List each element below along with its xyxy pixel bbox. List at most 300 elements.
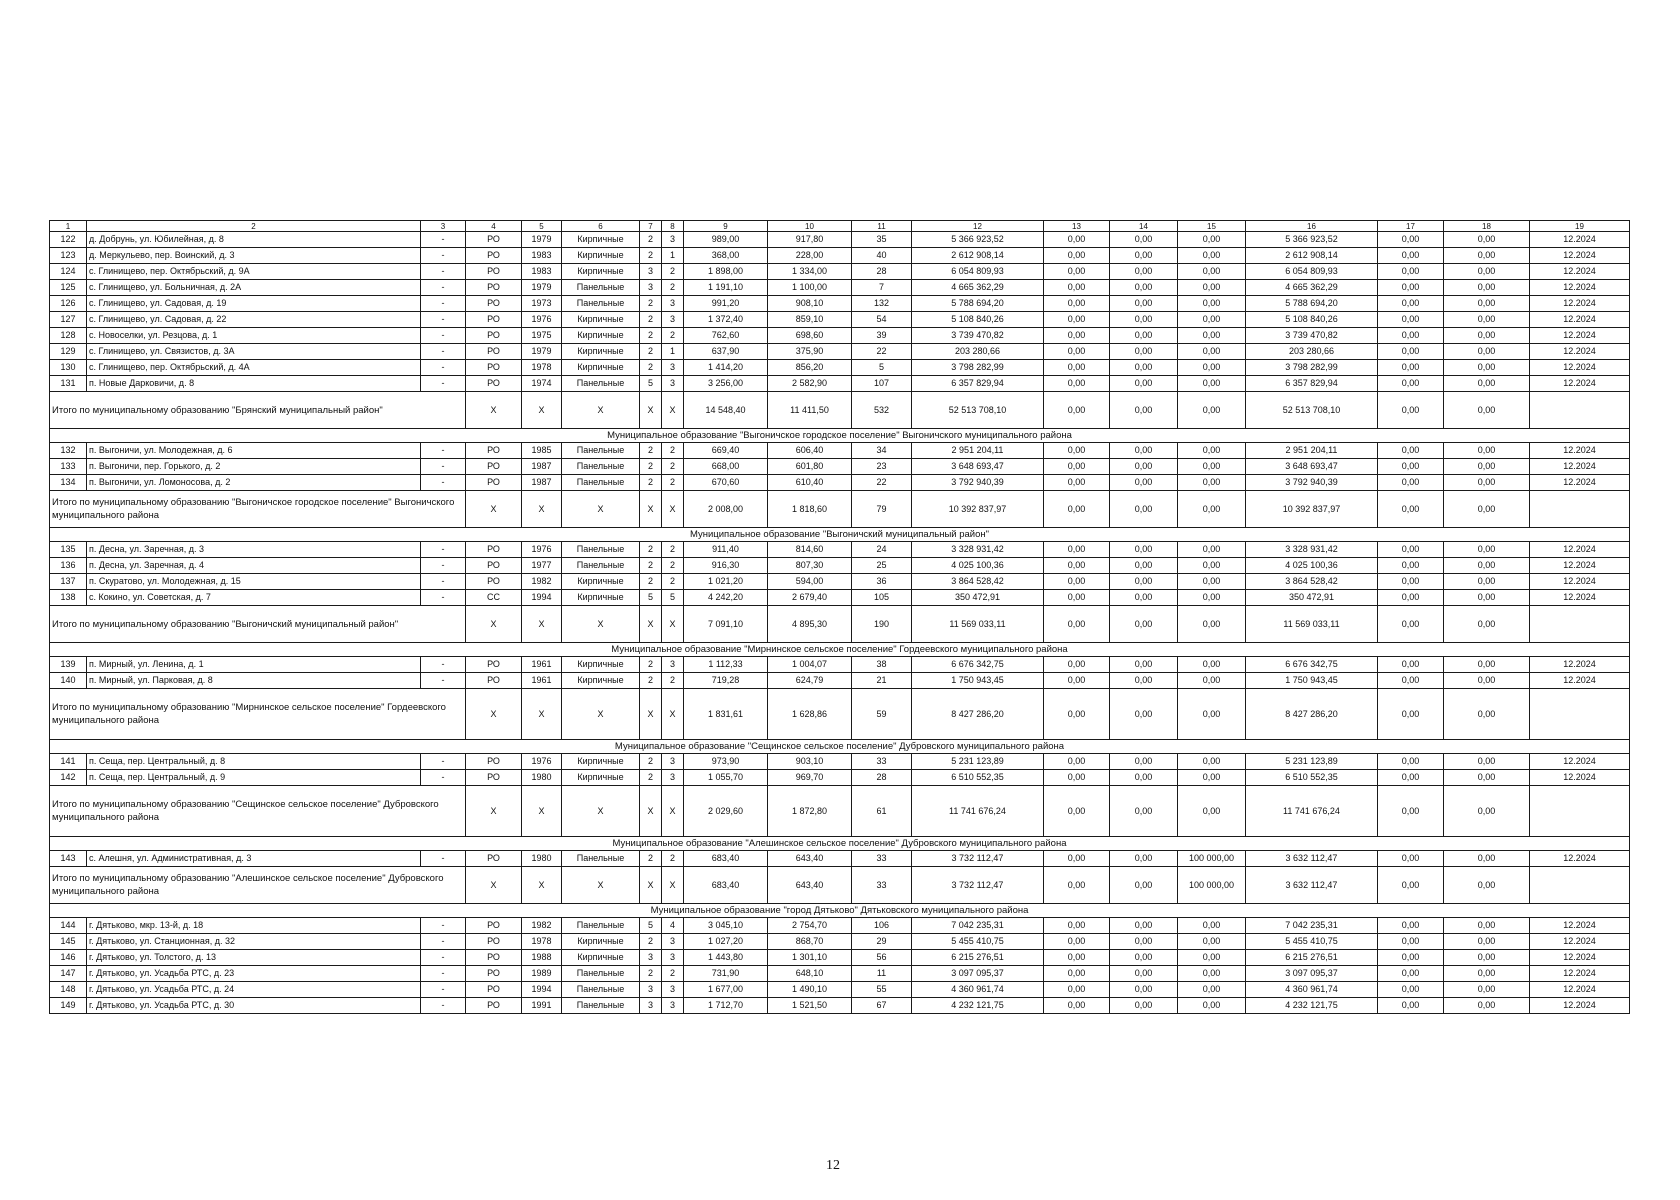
column-number: 7 <box>640 221 662 232</box>
table-cell: 0,00 <box>1444 232 1530 248</box>
table-cell: 0,00 <box>1378 657 1444 673</box>
table-cell: 141 <box>50 754 87 770</box>
table-cell: 1979 <box>522 344 562 360</box>
address-cell: с. Глинищево, ул. Садовая, д. 19 <box>87 296 421 312</box>
table-cell: 2 <box>662 574 684 590</box>
column-number: 2 <box>87 221 421 232</box>
table-cell: 0,00 <box>1044 312 1110 328</box>
table-cell: 637,90 <box>684 344 768 360</box>
total-cell: 33 <box>852 867 912 904</box>
table-cell: 0,00 <box>1178 934 1246 950</box>
table-cell: - <box>421 918 466 934</box>
table-cell: 0,00 <box>1110 918 1178 934</box>
total-cell: 1 872,80 <box>768 786 852 837</box>
table-cell: 1991 <box>522 998 562 1014</box>
table-cell: 0,00 <box>1110 542 1178 558</box>
table-cell: 0,00 <box>1444 558 1530 574</box>
column-number: 15 <box>1178 221 1246 232</box>
address-cell: с. Новоселки, ул. Резцова, д. 1 <box>87 328 421 344</box>
table-cell: Кирпичные <box>562 657 640 673</box>
table-cell: 0,00 <box>1444 982 1530 998</box>
total-cell <box>1530 689 1630 740</box>
total-cell: 1 628,86 <box>768 689 852 740</box>
table-cell: Кирпичные <box>562 360 640 376</box>
table-cell: 0,00 <box>1110 232 1178 248</box>
column-number: 19 <box>1530 221 1630 232</box>
table-cell: - <box>421 344 466 360</box>
address-cell: г. Дятьково, мкр. 13-й, д. 18 <box>87 918 421 934</box>
table-cell: 1 <box>662 344 684 360</box>
table-cell: 0,00 <box>1044 851 1110 867</box>
table-cell: 0,00 <box>1044 328 1110 344</box>
table-cell: 0,00 <box>1044 344 1110 360</box>
table-cell: Панельные <box>562 280 640 296</box>
table-cell: - <box>421 376 466 392</box>
table-cell: 12.2024 <box>1530 966 1630 982</box>
table-cell: 124 <box>50 264 87 280</box>
column-number: 3 <box>421 221 466 232</box>
total-title: Итого по муниципальному образованию "Алешинское сельское поселение" Дубровского муниципального района <box>50 867 466 904</box>
table-cell: 0,00 <box>1444 360 1530 376</box>
table-cell: 28 <box>852 770 912 786</box>
table-cell: РО <box>466 264 522 280</box>
table-cell: 5 <box>640 918 662 934</box>
table-cell: 0,00 <box>1444 248 1530 264</box>
table-cell: Панельные <box>562 376 640 392</box>
table-cell: 67 <box>852 998 912 1014</box>
table-cell: 2 <box>640 657 662 673</box>
table-cell: 911,40 <box>684 542 768 558</box>
total-cell: 0,00 <box>1378 786 1444 837</box>
section-header-row <box>50 429 1630 443</box>
table-cell: 0,00 <box>1044 950 1110 966</box>
total-cell: 11 741 676,24 <box>1246 786 1378 837</box>
table-cell: 2 <box>640 344 662 360</box>
total-cell: 3 632 112,47 <box>1246 867 1378 904</box>
table-cell: 12.2024 <box>1530 673 1630 689</box>
table-cell: РО <box>466 934 522 950</box>
table-cell: 2 <box>640 248 662 264</box>
column-number: 1 <box>50 221 87 232</box>
table-cell: 6 510 552,35 <box>912 770 1044 786</box>
table-cell: 1 490,10 <box>768 982 852 998</box>
table-cell: 0,00 <box>1378 376 1444 392</box>
total-cell: 0,00 <box>1444 689 1530 740</box>
table-cell: 1 712,70 <box>684 998 768 1014</box>
address-cell: п. Выгоничи, ул. Молодежная, д. 6 <box>87 443 421 459</box>
table-cell: Кирпичные <box>562 574 640 590</box>
table-cell: 0,00 <box>1378 590 1444 606</box>
housing-register-table <box>49 220 1630 1014</box>
column-number: 11 <box>852 221 912 232</box>
total-cell: X <box>466 867 522 904</box>
total-row <box>50 786 1630 837</box>
table-cell: 2 <box>662 966 684 982</box>
table-cell: 3 739 470,82 <box>1246 328 1378 344</box>
table-cell: 0,00 <box>1044 280 1110 296</box>
table-cell: 1 372,40 <box>684 312 768 328</box>
table-cell: - <box>421 982 466 998</box>
total-cell: 190 <box>852 606 912 643</box>
table-cell: 3 <box>662 934 684 950</box>
table-cell: 0,00 <box>1378 296 1444 312</box>
total-cell: 0,00 <box>1444 491 1530 528</box>
table-cell: 0,00 <box>1110 558 1178 574</box>
table-cell: 3 <box>662 950 684 966</box>
section-header-row <box>50 528 1630 542</box>
table-cell: 807,30 <box>768 558 852 574</box>
table-cell: 33 <box>852 754 912 770</box>
table-cell: 868,70 <box>768 934 852 950</box>
address-cell: г. Дятьково, ул. Толстого, д. 13 <box>87 950 421 966</box>
table-cell: 2 612 908,14 <box>912 248 1044 264</box>
table-cell: 0,00 <box>1378 232 1444 248</box>
address-cell: п. Сеща, пер. Центральный, д. 9 <box>87 770 421 786</box>
table-cell: 0,00 <box>1444 312 1530 328</box>
register-sheet <box>49 220 1629 1014</box>
table-cell: 0,00 <box>1178 280 1246 296</box>
table-cell: 5 <box>852 360 912 376</box>
table-cell: 3 <box>640 280 662 296</box>
table-row <box>50 248 1630 264</box>
total-cell: 2 008,00 <box>684 491 768 528</box>
table-cell: 0,00 <box>1044 982 1110 998</box>
table-cell: 144 <box>50 918 87 934</box>
table-cell: 0,00 <box>1444 328 1530 344</box>
table-cell: 648,10 <box>768 966 852 982</box>
total-cell: 0,00 <box>1178 392 1246 429</box>
table-cell: 12.2024 <box>1530 459 1630 475</box>
column-number: 5 <box>522 221 562 232</box>
table-cell: 4 665 362,29 <box>912 280 1044 296</box>
address-cell: п. Сеща, пер. Центральный, д. 8 <box>87 754 421 770</box>
table-cell: 0,00 <box>1444 590 1530 606</box>
table-cell: 0,00 <box>1044 998 1110 1014</box>
table-cell: 0,00 <box>1044 542 1110 558</box>
table-cell: 11 <box>852 966 912 982</box>
table-cell: 0,00 <box>1444 998 1530 1014</box>
total-cell: 7 091,10 <box>684 606 768 643</box>
table-cell: 5 231 123,89 <box>912 754 1044 770</box>
address-cell: г. Дятьково, ул. Станционная, д. 32 <box>87 934 421 950</box>
table-row <box>50 344 1630 360</box>
total-cell: 10 392 837,97 <box>912 491 1044 528</box>
table-cell: - <box>421 360 466 376</box>
total-cell: X <box>522 689 562 740</box>
table-cell: 3 <box>662 754 684 770</box>
table-cell: РО <box>466 542 522 558</box>
total-cell <box>1530 867 1630 904</box>
table-cell: 2 679,40 <box>768 590 852 606</box>
table-cell: 0,00 <box>1444 280 1530 296</box>
total-cell: 14 548,40 <box>684 392 768 429</box>
table-cell: 125 <box>50 280 87 296</box>
address-cell: п. Десна, ул. Заречная, д. 3 <box>87 542 421 558</box>
table-cell: Панельные <box>562 998 640 1014</box>
table-cell: 731,90 <box>684 966 768 982</box>
table-cell: 0,00 <box>1444 459 1530 475</box>
table-cell: 0,00 <box>1178 328 1246 344</box>
table-cell: РО <box>466 376 522 392</box>
total-cell: 3 732 112,47 <box>912 867 1044 904</box>
table-cell: 0,00 <box>1110 248 1178 264</box>
table-cell: 12.2024 <box>1530 657 1630 673</box>
table-cell: 2 <box>662 443 684 459</box>
table-cell: 131 <box>50 376 87 392</box>
table-cell: 1994 <box>522 982 562 998</box>
total-cell: 11 569 033,11 <box>1246 606 1378 643</box>
table-cell: 3 798 282,99 <box>912 360 1044 376</box>
table-cell: Кирпичные <box>562 232 640 248</box>
table-cell: 5 788 694,20 <box>912 296 1044 312</box>
table-cell: 140 <box>50 673 87 689</box>
total-cell: X <box>562 867 640 904</box>
total-cell: X <box>640 786 662 837</box>
total-title: Итого по муниципальному образованию "Выгоничский муниципальный район" <box>50 606 466 643</box>
table-cell: РО <box>466 770 522 786</box>
total-cell: 8 427 286,20 <box>1246 689 1378 740</box>
total-cell: X <box>662 867 684 904</box>
table-row <box>50 475 1630 491</box>
table-cell: 601,80 <box>768 459 852 475</box>
table-cell: 1 677,00 <box>684 982 768 998</box>
table-cell: 0,00 <box>1178 673 1246 689</box>
table-cell: 3 798 282,99 <box>1246 360 1378 376</box>
address-cell: д. Добрунь, ул. Юбилейная, д. 8 <box>87 232 421 248</box>
table-cell: СС <box>466 590 522 606</box>
total-title: Итого по муниципальному образованию "Сещинское сельское поселение" Дубровского муниципального района <box>50 786 466 837</box>
address-cell: п. Выгоничи, ул. Ломоносова, д. 2 <box>87 475 421 491</box>
table-cell: 5 <box>662 590 684 606</box>
table-cell: 0,00 <box>1378 754 1444 770</box>
table-cell: 12.2024 <box>1530 770 1630 786</box>
total-cell: X <box>640 606 662 643</box>
table-cell: 1976 <box>522 312 562 328</box>
total-row <box>50 606 1630 643</box>
table-row <box>50 982 1630 998</box>
table-cell: 1 443,80 <box>684 950 768 966</box>
table-cell: 0,00 <box>1044 657 1110 673</box>
table-cell: 12.2024 <box>1530 982 1630 998</box>
table-cell: 1980 <box>522 770 562 786</box>
table-cell: 814,60 <box>768 542 852 558</box>
table-cell: 0,00 <box>1378 280 1444 296</box>
table-cell: 1989 <box>522 966 562 982</box>
table-cell: 0,00 <box>1110 280 1178 296</box>
table-cell: 23 <box>852 459 912 475</box>
table-cell: 2 <box>640 574 662 590</box>
table-cell: 3 <box>662 998 684 1014</box>
table-cell: 7 042 235,31 <box>912 918 1044 934</box>
table-cell: 1978 <box>522 934 562 950</box>
table-cell: 134 <box>50 475 87 491</box>
table-cell: - <box>421 770 466 786</box>
total-cell: X <box>662 786 684 837</box>
table-cell: 136 <box>50 558 87 574</box>
table-cell: 3 <box>662 312 684 328</box>
table-cell: 0,00 <box>1178 918 1246 934</box>
table-cell: 0,00 <box>1178 770 1246 786</box>
table-cell: 0,00 <box>1044 966 1110 982</box>
table-cell: 0,00 <box>1044 754 1110 770</box>
total-cell: 100 000,00 <box>1178 867 1246 904</box>
table-cell: 903,10 <box>768 754 852 770</box>
table-cell: 6 357 829,94 <box>1246 376 1378 392</box>
table-cell: 128 <box>50 328 87 344</box>
total-cell: 0,00 <box>1178 491 1246 528</box>
table-cell: 2 <box>662 673 684 689</box>
table-row <box>50 998 1630 1014</box>
table-cell: 0,00 <box>1178 344 1246 360</box>
table-cell: - <box>421 673 466 689</box>
total-cell: X <box>662 689 684 740</box>
table-cell: 4 242,20 <box>684 590 768 606</box>
column-number: 8 <box>662 221 684 232</box>
table-cell: 0,00 <box>1110 851 1178 867</box>
total-cell: 0,00 <box>1378 392 1444 429</box>
table-cell: 4 232 121,75 <box>1246 998 1378 1014</box>
table-cell: 0,00 <box>1110 934 1178 950</box>
total-cell <box>1530 606 1630 643</box>
table-cell: РО <box>466 754 522 770</box>
total-cell: 0,00 <box>1044 689 1110 740</box>
table-cell: 0,00 <box>1110 312 1178 328</box>
total-cell: 0,00 <box>1110 786 1178 837</box>
table-cell: 139 <box>50 657 87 673</box>
column-number: 6 <box>562 221 640 232</box>
table-cell: Кирпичные <box>562 328 640 344</box>
total-cell: 0,00 <box>1378 867 1444 904</box>
table-cell: 698,60 <box>768 328 852 344</box>
table-cell: - <box>421 754 466 770</box>
table-cell: 39 <box>852 328 912 344</box>
table-cell: Панельные <box>562 966 640 982</box>
table-cell: 0,00 <box>1444 296 1530 312</box>
table-cell: 1987 <box>522 475 562 491</box>
table-cell: 2 <box>640 360 662 376</box>
table-cell: 1973 <box>522 296 562 312</box>
table-cell: 0,00 <box>1178 376 1246 392</box>
table-cell: 2 <box>640 232 662 248</box>
table-cell: 1987 <box>522 459 562 475</box>
table-cell: 7 042 235,31 <box>1246 918 1378 934</box>
table-cell: 0,00 <box>1110 950 1178 966</box>
table-cell: РО <box>466 443 522 459</box>
table-cell: 610,40 <box>768 475 852 491</box>
table-cell: 0,00 <box>1178 657 1246 673</box>
table-cell: 3 <box>662 657 684 673</box>
table-cell: Кирпичные <box>562 312 640 328</box>
total-cell: 0,00 <box>1178 689 1246 740</box>
total-cell: X <box>640 392 662 429</box>
table-cell: 669,40 <box>684 443 768 459</box>
table-cell: 147 <box>50 966 87 982</box>
table-cell: 0,00 <box>1444 851 1530 867</box>
table-cell: 1994 <box>522 590 562 606</box>
column-number: 18 <box>1444 221 1530 232</box>
address-cell: с. Кокино, ул. Советская, д. 7 <box>87 590 421 606</box>
table-cell: 203 280,66 <box>912 344 1044 360</box>
section-header-row <box>50 643 1630 657</box>
table-cell: 0,00 <box>1044 770 1110 786</box>
table-cell: 132 <box>852 296 912 312</box>
table-cell: 916,30 <box>684 558 768 574</box>
table-cell: 0,00 <box>1110 360 1178 376</box>
table-cell: 0,00 <box>1178 590 1246 606</box>
table-cell: 1976 <box>522 542 562 558</box>
table-cell: 3 <box>662 376 684 392</box>
table-cell: 5 <box>640 376 662 392</box>
table-cell: 3 792 940,39 <box>912 475 1044 491</box>
table-cell: РО <box>466 296 522 312</box>
table-cell: 3 864 528,42 <box>1246 574 1378 590</box>
table-cell: 0,00 <box>1444 950 1530 966</box>
table-cell: 2 <box>662 459 684 475</box>
table-cell: 0,00 <box>1110 328 1178 344</box>
table-cell: 0,00 <box>1178 574 1246 590</box>
table-row <box>50 360 1630 376</box>
table-cell: 3 <box>640 982 662 998</box>
table-cell: 4 360 961,74 <box>912 982 1044 998</box>
total-title: Итого по муниципальному образованию "Мирнинское сельское поселение" Гордеевского муниципального района <box>50 689 466 740</box>
table-cell: 2 <box>640 542 662 558</box>
table-cell: 0,00 <box>1044 918 1110 934</box>
table-cell: 3 739 470,82 <box>912 328 1044 344</box>
table-cell: 0,00 <box>1378 966 1444 982</box>
table-cell: 917,80 <box>768 232 852 248</box>
table-cell: 0,00 <box>1378 982 1444 998</box>
total-cell: X <box>522 786 562 837</box>
table-cell: 2 <box>640 312 662 328</box>
table-row <box>50 657 1630 673</box>
table-cell: 5 231 123,89 <box>1246 754 1378 770</box>
address-cell: с. Глинищево, ул. Больничная, д. 2А <box>87 280 421 296</box>
table-cell: 3 732 112,47 <box>912 851 1044 867</box>
table-cell: 0,00 <box>1044 296 1110 312</box>
table-cell: 1 021,20 <box>684 574 768 590</box>
table-cell: 0,00 <box>1378 558 1444 574</box>
table-cell: 1979 <box>522 232 562 248</box>
table-cell: Панельные <box>562 542 640 558</box>
table-cell: 991,20 <box>684 296 768 312</box>
section-header-row <box>50 740 1630 754</box>
total-cell: 0,00 <box>1044 392 1110 429</box>
table-cell: - <box>421 475 466 491</box>
table-cell: 3 648 693,47 <box>912 459 1044 475</box>
table-cell: 350 472,91 <box>1246 590 1378 606</box>
table-cell: 4 025 100,36 <box>1246 558 1378 574</box>
section-title: Муниципальное образование "город Дятьково" Дятьковского муниципального района <box>50 904 1630 918</box>
table-cell: 12.2024 <box>1530 542 1630 558</box>
table-cell: 670,60 <box>684 475 768 491</box>
total-cell: X <box>640 867 662 904</box>
table-cell: 21 <box>852 673 912 689</box>
table-cell: 1988 <box>522 950 562 966</box>
table-cell: 0,00 <box>1444 344 1530 360</box>
table-cell: 1982 <box>522 918 562 934</box>
table-cell: 0,00 <box>1044 264 1110 280</box>
total-cell: 2 029,60 <box>684 786 768 837</box>
table-cell: - <box>421 558 466 574</box>
total-row <box>50 867 1630 904</box>
table-cell: 6 510 552,35 <box>1246 770 1378 786</box>
table-cell: 0,00 <box>1378 950 1444 966</box>
total-cell: 11 569 033,11 <box>912 606 1044 643</box>
address-cell: г. Дятьково, ул. Усадьба РТС, д. 24 <box>87 982 421 998</box>
table-cell: 969,70 <box>768 770 852 786</box>
table-cell: 0,00 <box>1444 934 1530 950</box>
table-cell: Панельные <box>562 443 640 459</box>
